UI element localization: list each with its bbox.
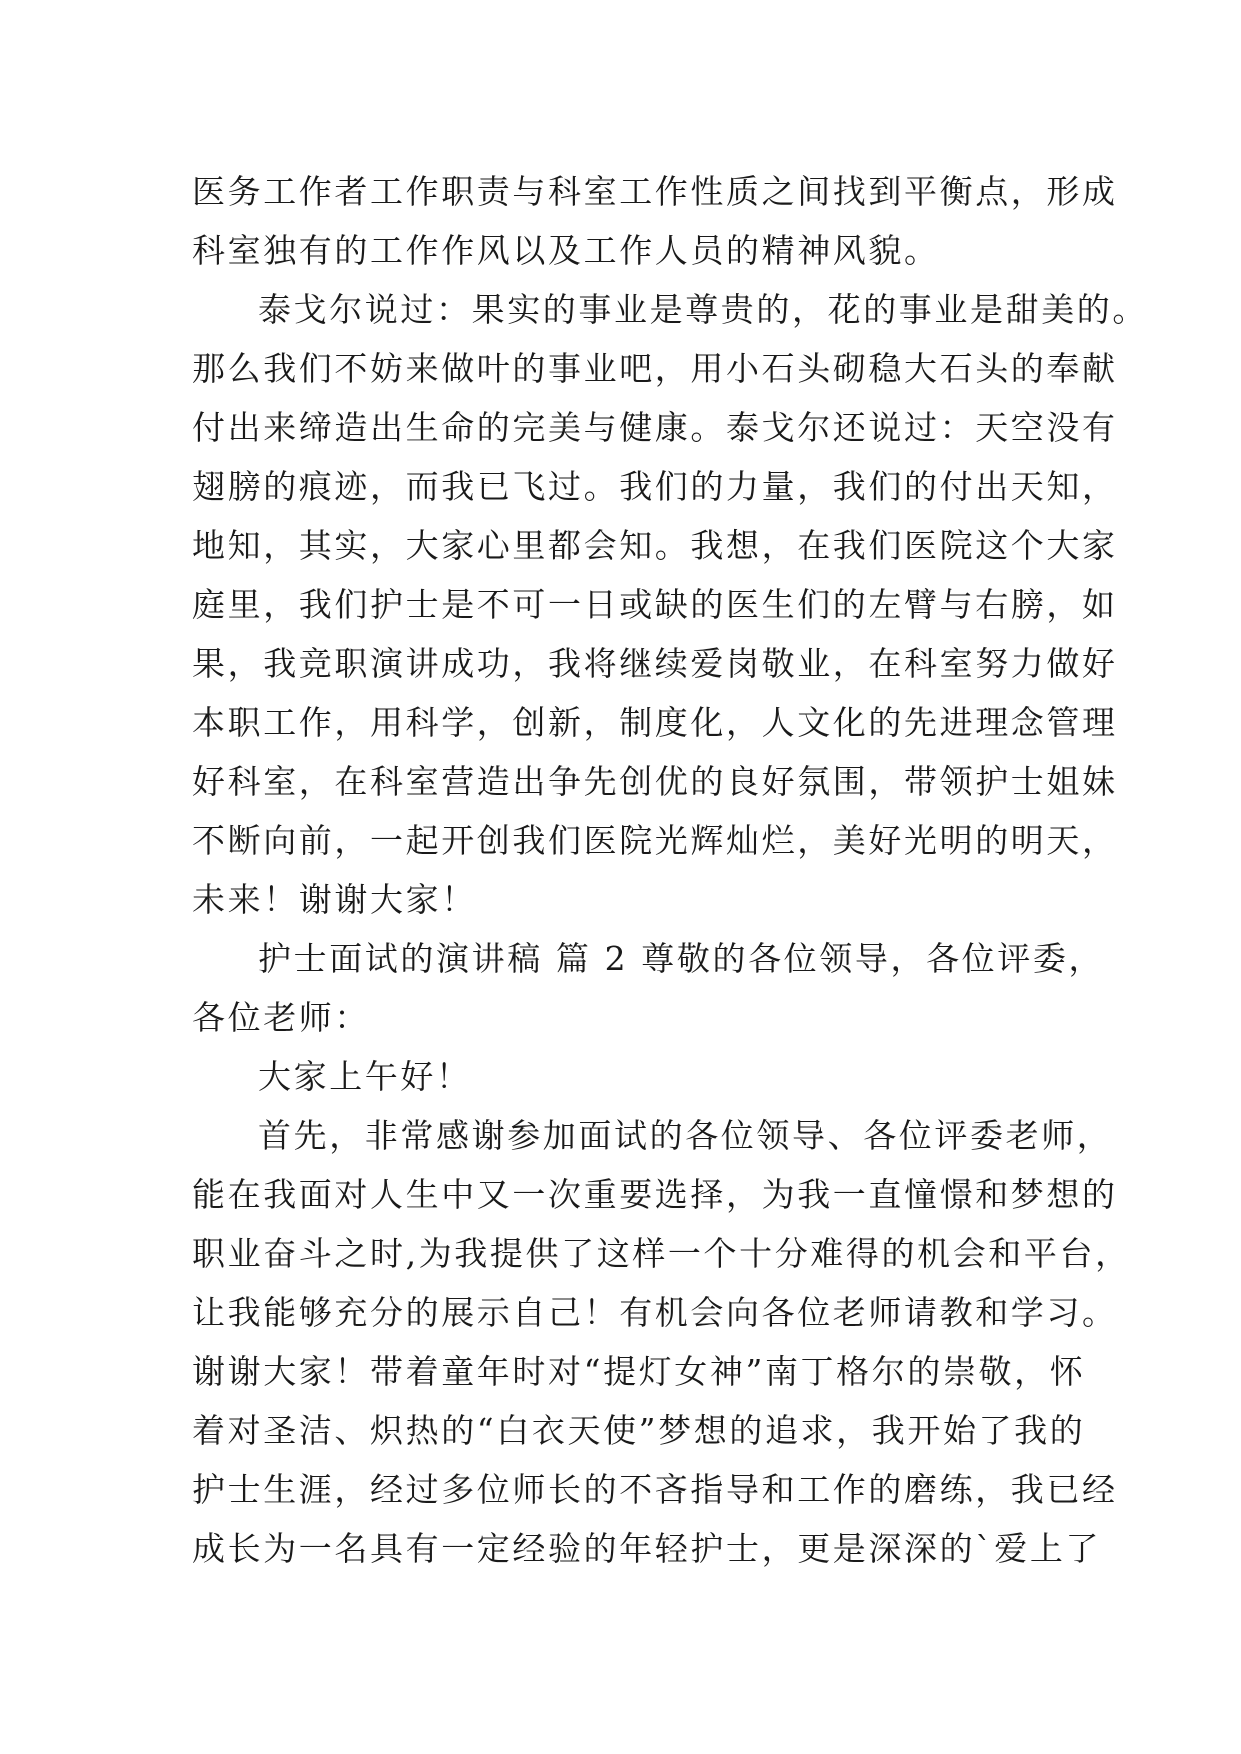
text-line: 科室独有的工作作风以及工作人员的精神风貌。 — [192, 231, 940, 270]
text-line: 首先，非常感谢参加面试的各位领导、各位评委老师， — [258, 1116, 1113, 1155]
text-line: 那么我们不妨来做叶的事业吧，用小石头砌稳大石头的奉献 — [192, 349, 1118, 388]
text-line: 各位老师： — [192, 998, 370, 1037]
text-line: 护士生涯，经过多位师长的不吝指导和工作的磨练，我已经 — [192, 1470, 1118, 1509]
text-line: 付出来缔造出生命的完美与健康。泰戈尔还说过：天空没有 — [192, 408, 1118, 447]
text-line: 好科室，在科室营造出争先创优的良好氛围，带领护士姐妹 — [192, 762, 1118, 801]
text-line: 能在我面对人生中又一次重要选择，为我一直憧憬和梦想的 — [192, 1175, 1118, 1214]
greeting-line: 大家上午好！ — [258, 1057, 472, 1096]
text-line: 让我能够充分的展示自己！有机会向各位老师请教和学习。 — [192, 1293, 1118, 1332]
text-line: 翅膀的痕迹，而我已飞过。我们的力量，我们的付出天知， — [192, 467, 1118, 506]
text-line: 医务工作者工作职责与科室工作性质之间找到平衡点，形成 — [192, 172, 1118, 211]
document-body — [192, 162, 1148, 1578]
text-line: 着对圣洁、炽热的“白衣天使”梦想的追求，我开始了我的 — [192, 1411, 1086, 1450]
text-line: 果，我竞职演讲成功，我将继续爱岗敬业，在科室努力做好 — [192, 644, 1118, 683]
text-line: 未来！谢谢大家！ — [192, 880, 477, 919]
text-line: 职业奋斗之时,为我提供了这样一个十分难得的机会和平台， — [192, 1234, 1131, 1273]
text-line: 泰戈尔说过：果实的事业是尊贵的，花的事业是甜美的。 — [258, 290, 1148, 329]
text-line: 本职工作，用科学，创新，制度化，人文化的先进理念管理 — [192, 703, 1118, 742]
text-line: 庭里，我们护士是不可一日或缺的医生们的左臂与右膀，如 — [192, 585, 1118, 624]
text-line: 成长为一名具有一定经验的年轻护士，更是深深的`爱上了 — [192, 1529, 1102, 1568]
text-line: 地知，其实，大家心里都会知。我想，在我们医院这个大家 — [192, 526, 1118, 565]
text-line: 谢谢大家！带着童年时对“提灯女神”南丁格尔的崇敬，怀 — [192, 1352, 1086, 1391]
text-line: 不断向前，一起开创我们医院光辉灿烂，美好光明的明天， — [192, 821, 1118, 860]
section-heading-line: 护士面试的演讲稿 篇 2 尊敬的各位领导，各位评委， — [258, 939, 1105, 978]
